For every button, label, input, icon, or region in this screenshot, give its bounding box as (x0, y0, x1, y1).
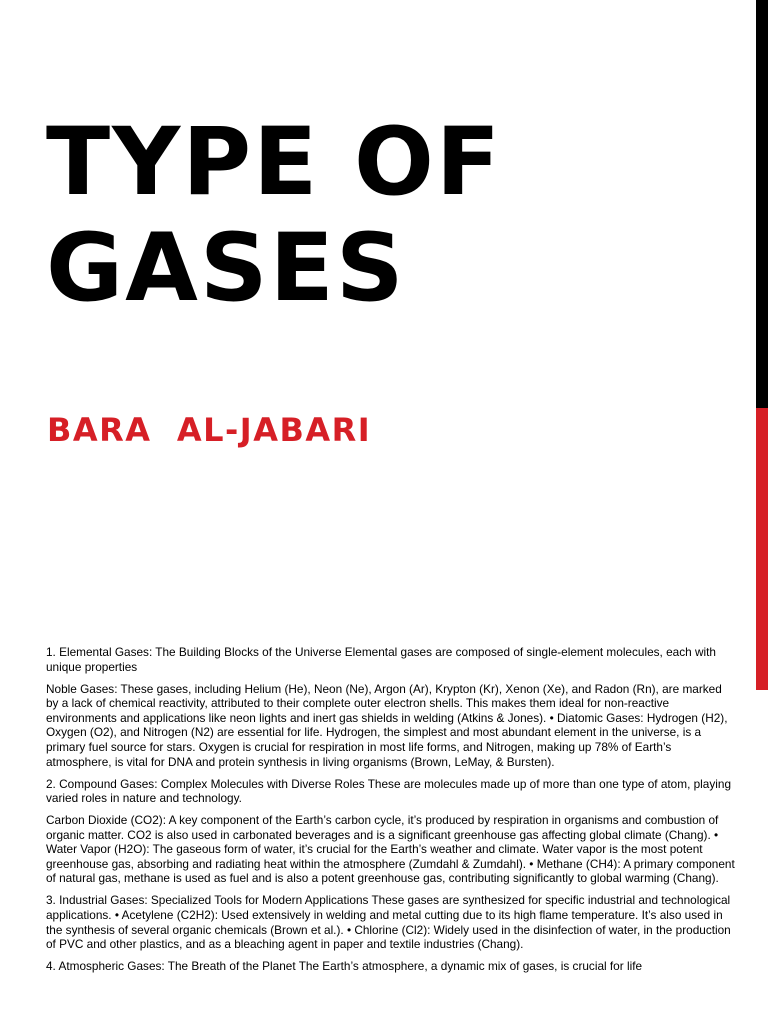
side-accent-bar-white (756, 690, 768, 1024)
paragraph-industrial-gases: 3. Industrial Gases: Specialized Tools for Modern Applications These gases are synthesized for specific industrial and technological applications. • Acetylene (C2H2): Used extensively in welding and metal cutting due to its high flame temperature. It’s also used in the synthesis of several organic chemicals (Brown et al.). • Chlorine (Cl2): Widely used in the disinfection of water, in the production of PVC and other plastics, and as a bleaching agent in paper and textile industries (Chang). (46, 893, 731, 952)
side-accent-bar-red (756, 408, 768, 690)
paragraph-noble-gases: Noble Gases: These gases, including Helium (He), Neon (Ne), Argon (Ar), Krypton (Kr), Xenon (Xe), and Radon (Rn), are marked by a lack of chemical reactivity, attributed to their complete outer electron shells. This makes them ideal for non-reactive environments and applications like neon lights and inert gas shields in welding (Atkins & Jones). • Diatomic Gases: Hydrogen (H2), Oxygen (O2), and Nitrogen (N2) are essential for life. Hydrogen, the simplest and most abundant element in the universe, is a primary fuel source for stars. Oxygen is crucial for respiration in most life forms, and Nitrogen, making up 78% of Earth’s atmosphere, is vital for DNA and protein synthesis in living organisms (Brown, LeMay, & Bursten). (46, 681, 728, 769)
body-text (46, 645, 736, 981)
paragraph-compound-gases: 2. Compound Gases: Complex Molecules with Diverse Roles These are molecules made up of more than one type of atom, playing varied roles in nature and technology. (46, 776, 732, 806)
paragraph-atmospheric-gases: 4. Atmospheric Gases: The Breath of the Planet The Earth’s atmosphere, a dynamic mix of gases, is crucial for life (46, 959, 643, 974)
paragraph-elemental-gases: 1. Elemental Gases: The Building Blocks of the Universe Elemental gases are composed of single-element molecules, each with unique properties (46, 645, 716, 674)
slide-subtitle: BARA AL-JABARI (47, 411, 372, 449)
paragraph-carbon-dioxide: Carbon Dioxide (CO2): A key component of the Earth’s carbon cycle, it’s produced by respiration in organisms and combustion of organic matter. CO2 is also used in carbonated beverages and is a significant greenhouse gas affecting global climate (Chang). • Water Vapor (H2O): The gaseous form of water, it’s crucial for the Earth’s weather and climate. Water vapor is the most potent greenhouse gas, absorbing and radiating heat within the atmosphere (Zumdahl & Zumdahl). • Methane (CH4): A primary component of natural gas, methane is used as fuel and is also a potent greenhouse gas, contributing significantly to global warming (Chang). (46, 813, 735, 886)
side-accent-bar-black (756, 0, 768, 408)
slide-title: TYPE OF GASES (46, 108, 503, 323)
